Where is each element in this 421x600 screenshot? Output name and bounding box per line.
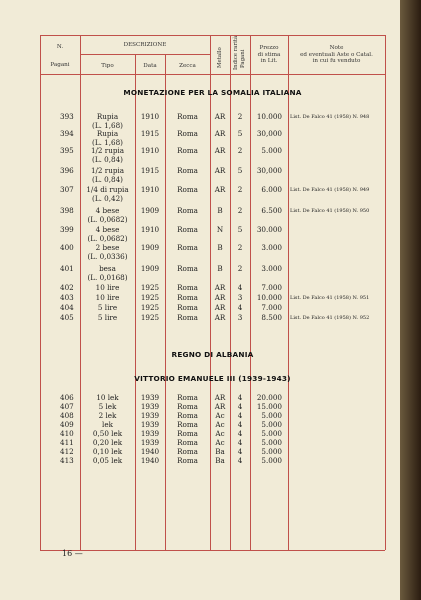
coin-type: Rupia bbox=[96, 112, 119, 121]
coin-mint: Roma bbox=[177, 185, 198, 194]
coin-metal: Ba bbox=[215, 456, 225, 465]
sale-note: List. De Falco 41 (1958) N. 951 bbox=[290, 295, 370, 301]
row-number: 402 bbox=[60, 283, 74, 292]
coin-date: 1939 bbox=[140, 420, 160, 429]
rarity-index: 3 bbox=[237, 313, 243, 322]
coin-mint: Roma bbox=[177, 393, 198, 402]
coin-date: 1940 bbox=[140, 447, 160, 456]
coin-metal: Ac bbox=[215, 438, 225, 447]
rarity-index: 2 bbox=[237, 112, 243, 121]
sale-note: List. De Falco 41 (1958) N. 949 bbox=[290, 187, 370, 193]
row-number: 405 bbox=[60, 313, 74, 322]
page-number: 16 — bbox=[62, 549, 83, 558]
rarity-index: 4 bbox=[237, 411, 243, 420]
estimated-price: 5.000 bbox=[261, 447, 282, 456]
coin-type: Rupia bbox=[96, 129, 119, 138]
coin-metal: B bbox=[217, 264, 223, 273]
coin-date: 1925 bbox=[140, 313, 160, 322]
estimated-price: 5.000 bbox=[261, 429, 282, 438]
coin-type: 5 lire bbox=[97, 313, 118, 322]
estimated-price: 8.500 bbox=[261, 313, 282, 322]
coin-metal: AR bbox=[214, 283, 226, 292]
estimated-price: 20.000 bbox=[256, 393, 282, 402]
rarity-index: 5 bbox=[237, 129, 243, 138]
rarity-index: 4 bbox=[237, 438, 243, 447]
coin-metal: Ac bbox=[215, 420, 225, 429]
row-number: 412 bbox=[60, 447, 74, 456]
header-note: Note ed eventuali Aste o Catal. in cui fu venduto bbox=[300, 45, 373, 65]
coin-metal: AR bbox=[214, 402, 226, 411]
coin-mint: Roma bbox=[177, 411, 198, 420]
coin-date: 1939 bbox=[140, 429, 160, 438]
coin-type: (L. 0,84) bbox=[92, 155, 123, 164]
coin-mint: Roma bbox=[177, 146, 198, 155]
rule-desc bbox=[80, 54, 210, 55]
header-tipo: Tipo bbox=[101, 63, 114, 69]
coin-date: 1925 bbox=[140, 303, 160, 312]
row-number: 408 bbox=[60, 411, 74, 420]
coin-date: 1910 bbox=[140, 146, 160, 155]
header-descrizione: DESCRIZIONE bbox=[123, 42, 167, 48]
row-number: 407 bbox=[60, 402, 74, 411]
coin-type: 5 lek bbox=[98, 402, 117, 411]
row-number: 395 bbox=[60, 146, 74, 155]
rarity-index: 2 bbox=[237, 264, 243, 273]
coin-type: 0,10 lek bbox=[92, 447, 123, 456]
coin-date: 1909 bbox=[140, 243, 160, 252]
coin-mint: Roma bbox=[177, 206, 198, 215]
coin-mint: Roma bbox=[177, 225, 198, 234]
coin-mint: Roma bbox=[177, 264, 198, 273]
coin-date: 1939 bbox=[140, 411, 160, 420]
sale-note: List. De Falco 41 (1958) N. 952 bbox=[290, 315, 370, 321]
rarity-index: 4 bbox=[237, 447, 243, 456]
coin-date: 1939 bbox=[140, 393, 160, 402]
book-spine bbox=[400, 0, 421, 600]
header-pagani: Pagani bbox=[50, 62, 70, 68]
row-number: 398 bbox=[60, 206, 74, 215]
coin-type: 10 lire bbox=[95, 283, 120, 292]
coin-type: besa bbox=[99, 264, 116, 273]
estimated-price: 10.000 bbox=[256, 112, 282, 121]
coin-type: 5 lire bbox=[97, 303, 118, 312]
estimated-price: 5.000 bbox=[261, 411, 282, 420]
header-metallo: Metallo bbox=[217, 47, 223, 68]
row-number: 410 bbox=[60, 429, 74, 438]
coin-date: 1939 bbox=[140, 438, 160, 447]
coin-date: 1939 bbox=[140, 402, 160, 411]
coin-mint: Roma bbox=[177, 420, 198, 429]
header-data: Data bbox=[143, 63, 157, 69]
header-indice-pagani: Pagani bbox=[240, 49, 246, 68]
coin-metal: B bbox=[217, 243, 223, 252]
row-number: 413 bbox=[60, 456, 74, 465]
header-indice: Indice rarità bbox=[233, 35, 239, 70]
estimated-price: 30.000 bbox=[256, 225, 282, 234]
estimated-price: 5.000 bbox=[261, 146, 282, 155]
estimated-price: 3.000 bbox=[261, 264, 282, 273]
coin-type: 0,05 lek bbox=[92, 456, 123, 465]
coin-type: (L. 0,42) bbox=[92, 194, 123, 203]
coin-metal: AR bbox=[214, 303, 226, 312]
rarity-index: 4 bbox=[237, 402, 243, 411]
coin-mint: Roma bbox=[177, 293, 198, 302]
estimated-price: 7.000 bbox=[261, 303, 282, 312]
rarity-index: 4 bbox=[237, 393, 243, 402]
coin-mint: Roma bbox=[177, 166, 198, 175]
coin-mint: Roma bbox=[177, 402, 198, 411]
coin-date: 1925 bbox=[140, 293, 160, 302]
coin-mint: Roma bbox=[177, 303, 198, 312]
section-vittorio: VITTORIO EMANUELE III (1939-1943) bbox=[134, 374, 291, 383]
coin-date: 1909 bbox=[140, 264, 160, 273]
coin-date: 1910 bbox=[140, 112, 160, 121]
estimated-price: 5.000 bbox=[261, 420, 282, 429]
estimated-price: 30,000 bbox=[256, 129, 282, 138]
coin-mint: Roma bbox=[177, 447, 198, 456]
rarity-index: 2 bbox=[237, 185, 243, 194]
row-number: 411 bbox=[60, 438, 74, 447]
coin-date: 1925 bbox=[140, 283, 160, 292]
rarity-index: 4 bbox=[237, 456, 243, 465]
rarity-index: 4 bbox=[237, 283, 243, 292]
coin-metal: AR bbox=[214, 166, 226, 175]
coin-date: 1909 bbox=[140, 206, 160, 215]
estimated-price: 30,000 bbox=[256, 166, 282, 175]
rule-bottom bbox=[40, 550, 385, 551]
coin-mint: Roma bbox=[177, 243, 198, 252]
estimated-price: 15.000 bbox=[256, 402, 282, 411]
rarity-index: 4 bbox=[237, 429, 243, 438]
rule-prezzo bbox=[288, 35, 289, 550]
coin-type: 4 bese bbox=[95, 225, 120, 234]
coin-type: 2 bese bbox=[95, 243, 120, 252]
rarity-index: 2 bbox=[237, 206, 243, 215]
coin-metal: Ba bbox=[215, 447, 225, 456]
row-number: 406 bbox=[60, 393, 74, 402]
coin-metal: AR bbox=[214, 112, 226, 121]
sale-note: List. De Falco 41 (1958) N. 948 bbox=[290, 114, 370, 120]
coin-metal: Ac bbox=[215, 429, 225, 438]
coin-mint: Roma bbox=[177, 283, 198, 292]
coin-mint: Roma bbox=[177, 438, 198, 447]
header-zecca: Zecca bbox=[179, 63, 196, 69]
coin-metal: AR bbox=[214, 393, 226, 402]
row-number: 396 bbox=[60, 166, 74, 175]
estimated-price: 7.000 bbox=[261, 283, 282, 292]
coin-type: (L. 1,68) bbox=[92, 138, 123, 147]
row-number: 307 bbox=[60, 185, 74, 194]
rarity-index: 4 bbox=[237, 303, 243, 312]
coin-metal: N bbox=[216, 225, 224, 234]
coin-type: (L. 0,84) bbox=[92, 175, 123, 184]
rule-header bbox=[40, 74, 385, 75]
coin-type: (L. 0,0336) bbox=[87, 252, 128, 261]
coin-date: 1915 bbox=[140, 166, 160, 175]
rarity-index: 2 bbox=[237, 243, 243, 252]
coin-mint: Roma bbox=[177, 129, 198, 138]
row-number: 409 bbox=[60, 420, 74, 429]
coin-type: (L. 0,0682) bbox=[87, 234, 128, 243]
estimated-price: 5.000 bbox=[261, 438, 282, 447]
rule-right bbox=[385, 35, 386, 550]
sale-note: List. De Falco 41 (1958) N. 950 bbox=[290, 208, 370, 214]
coin-type: (L. 0,0682) bbox=[87, 215, 128, 224]
row-number: 394 bbox=[60, 129, 74, 138]
coin-type: (L. 0,0168) bbox=[87, 273, 128, 282]
coin-type: 0,20 lek bbox=[92, 438, 123, 447]
estimated-price: 6.500 bbox=[261, 206, 282, 215]
coin-metal: AR bbox=[214, 293, 226, 302]
coin-mint: Roma bbox=[177, 429, 198, 438]
coin-metal: AR bbox=[214, 313, 226, 322]
estimated-price: 6.000 bbox=[261, 185, 282, 194]
estimated-price: 5.000 bbox=[261, 456, 282, 465]
coin-metal: B bbox=[217, 206, 223, 215]
coin-type: (L. 1,68) bbox=[92, 121, 123, 130]
section-albania: REGNO DI ALBANIA bbox=[171, 350, 254, 359]
coin-type: 0,50 lek bbox=[92, 429, 123, 438]
row-number: 393 bbox=[60, 112, 74, 121]
coin-date: 1915 bbox=[140, 129, 160, 138]
coin-metal: Ac bbox=[215, 411, 225, 420]
row-number: 403 bbox=[60, 293, 74, 302]
header-prezzo: Prezzo di stima in Lit. bbox=[257, 45, 281, 65]
coin-mint: Roma bbox=[177, 112, 198, 121]
coin-date: 1940 bbox=[140, 456, 160, 465]
coin-metal: AR bbox=[214, 146, 226, 155]
row-number: 400 bbox=[60, 243, 74, 252]
rule-left bbox=[40, 35, 41, 550]
row-number: 401 bbox=[60, 264, 74, 273]
estimated-price: 3.000 bbox=[261, 243, 282, 252]
rule-top bbox=[40, 35, 385, 36]
coin-metal: AR bbox=[214, 129, 226, 138]
coin-type: 1/2 rupia bbox=[90, 146, 125, 155]
coin-date: 1910 bbox=[140, 185, 160, 194]
coin-mint: Roma bbox=[177, 313, 198, 322]
coin-type: 10 lek bbox=[96, 393, 119, 402]
coin-type: 1/2 rupia bbox=[90, 166, 125, 175]
rarity-index: 2 bbox=[237, 146, 243, 155]
rarity-index: 5 bbox=[237, 166, 243, 175]
coin-type: 10 lire bbox=[95, 293, 120, 302]
header-n: N. bbox=[56, 44, 64, 50]
coin-metal: AR bbox=[214, 185, 226, 194]
row-number: 404 bbox=[60, 303, 74, 312]
row-number: 399 bbox=[60, 225, 74, 234]
section-somalia: MONETAZIONE PER LA SOMALIA ITALIANA bbox=[123, 88, 302, 97]
rarity-index: 4 bbox=[237, 420, 243, 429]
coin-type: 4 bese bbox=[95, 206, 120, 215]
coin-type: 2 lek bbox=[98, 411, 117, 420]
coin-type: lek bbox=[102, 420, 113, 429]
rarity-index: 5 bbox=[237, 225, 243, 234]
coin-type: 1/4 di rupia bbox=[86, 185, 129, 194]
estimated-price: 10.000 bbox=[256, 293, 282, 302]
rarity-index: 3 bbox=[237, 293, 243, 302]
coin-date: 1910 bbox=[140, 225, 160, 234]
coin-mint: Roma bbox=[177, 456, 198, 465]
